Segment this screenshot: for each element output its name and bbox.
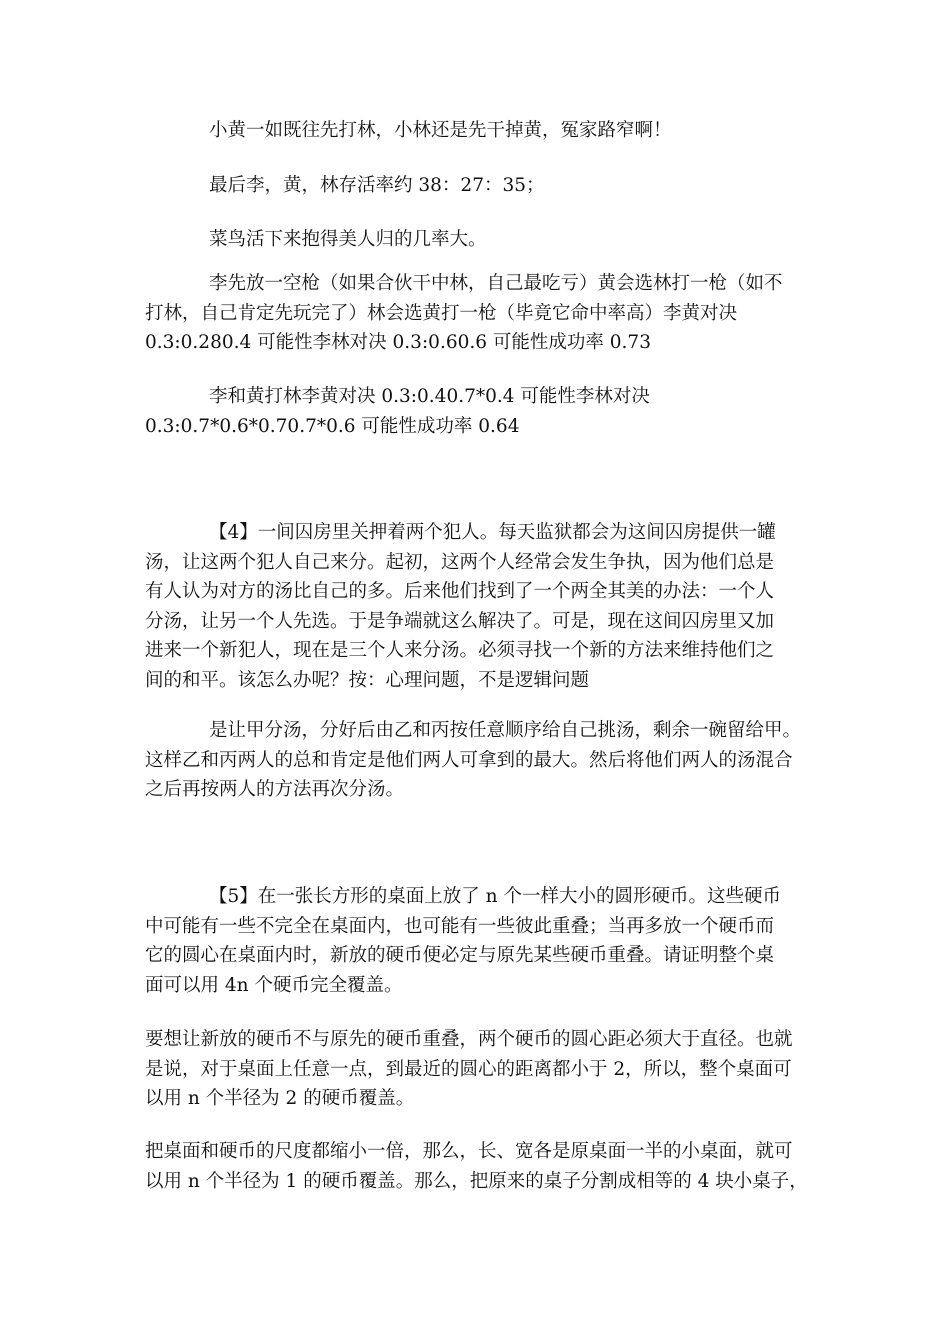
text-line: 之后再按两人的方法再次分汤。 — [145, 779, 405, 800]
text-line: 进来一个新犯人，现在是三个人来分汤。必须寻找一个新的方法来维持他们之 — [145, 640, 775, 661]
text-line: 把桌面和硬币的尺度都缩小一倍，那么，长、宽各是原桌面一半的小桌面，就可 — [145, 1141, 793, 1162]
text-line: 汤，让这两个犯人自己来分。起初，这两个人经常会发生争执，因为他们总是 — [145, 551, 775, 573]
text-line: 0.3:0.7*0.6*0.70.7*0.6 可能性成功率 0.64 — [145, 415, 520, 437]
paragraph-p6 — [145, 518, 810, 695]
text-line: 李和黄打林李黄对决 0.3:0.40.7*0.4 可能性李林对决 — [209, 386, 650, 407]
text-line: 打林，自己肯定先玩完了）林会选黄打一枪（毕竟它命中率高）李黄对决 — [145, 302, 738, 324]
paragraph-p5 — [145, 382, 810, 441]
text-line: 这样乙和丙两人的总和肯定是他们两人可拿到的最大。然后将他们两人的汤混合 — [145, 749, 793, 771]
paragraph-p7 — [145, 716, 810, 805]
text-line: 是让甲分汤，分好后由乙和丙按任意顺序给自己挑汤，剩余一碗留给甲。 — [209, 720, 802, 741]
text-line: 要想让新放的硬币不与原先的硬币重叠，两个硬币的圆心距必须大于直径。也就 — [145, 1029, 793, 1050]
paragraph-p10 — [145, 1137, 810, 1196]
text-line: 面可以用 4n 个硬币完全覆盖。 — [145, 974, 403, 996]
text-line: 它的圆心在桌面内时，新放的硬币便必定与原先某些硬币重叠。请证明整个桌 — [145, 945, 775, 966]
text-line: 中可能有一些不完全在桌面内，也可能有一些彼此重叠；当再多放一个硬币而 — [145, 915, 775, 937]
text-line: 分汤，让另一个人先选。于是争端就这么解决了。可是，现在这间囚房里又加 — [145, 610, 775, 632]
text-line: 李先放一空枪（如果合伙干中林，自己最吃亏）黄会选林打一枪（如不 — [209, 273, 783, 294]
text-line: 间的和平。该怎么办呢？按：心理问题，不是逻辑问题 — [145, 669, 590, 691]
paragraph-p9 — [145, 1025, 810, 1114]
paragraph-p1 — [145, 116, 810, 146]
text-line: 小黄一如既往先打林，小林还是先干掉黄，冤家路窄啊！ — [209, 120, 672, 141]
text-line: 【4】一间囚房里关押着两个犯人。每天监狱都会为这间囚房提供一罐 — [209, 522, 776, 543]
text-line: 以用 n 个半径为 2 的硬币覆盖。 — [145, 1088, 415, 1109]
text-line: 最后李，黄，林存活率约 38：27：35； — [209, 175, 545, 196]
paragraph-p3 — [145, 225, 810, 255]
text-line: 【5】在一张长方形的桌面上放了 n 个一样大小的圆形硬币。这些硬币 — [209, 886, 781, 907]
paragraph-p8 — [145, 882, 810, 1000]
text-line: 以用 n 个半径为 1 的硬币覆盖。那么，把原来的桌子分割成相等的 4 块小桌子， — [145, 1170, 808, 1192]
paragraph-p4 — [145, 269, 810, 358]
text-line: 有人认为对方的汤比自己的多。后来他们找到了一个两全其美的办法：一个人 — [145, 581, 775, 602]
text-line: 是说，对于桌面上任意一点，到最近的圆心的距离都小于 2，所以，整个桌面可 — [145, 1058, 792, 1080]
text-line: 0.3:0.280.4 可能性李林对决 0.3:0.60.6 可能性成功率 0.73 — [145, 332, 651, 353]
paragraph-p2 — [145, 171, 810, 201]
text-line: 菜鸟活下来抱得美人归的几率大。 — [209, 229, 487, 250]
